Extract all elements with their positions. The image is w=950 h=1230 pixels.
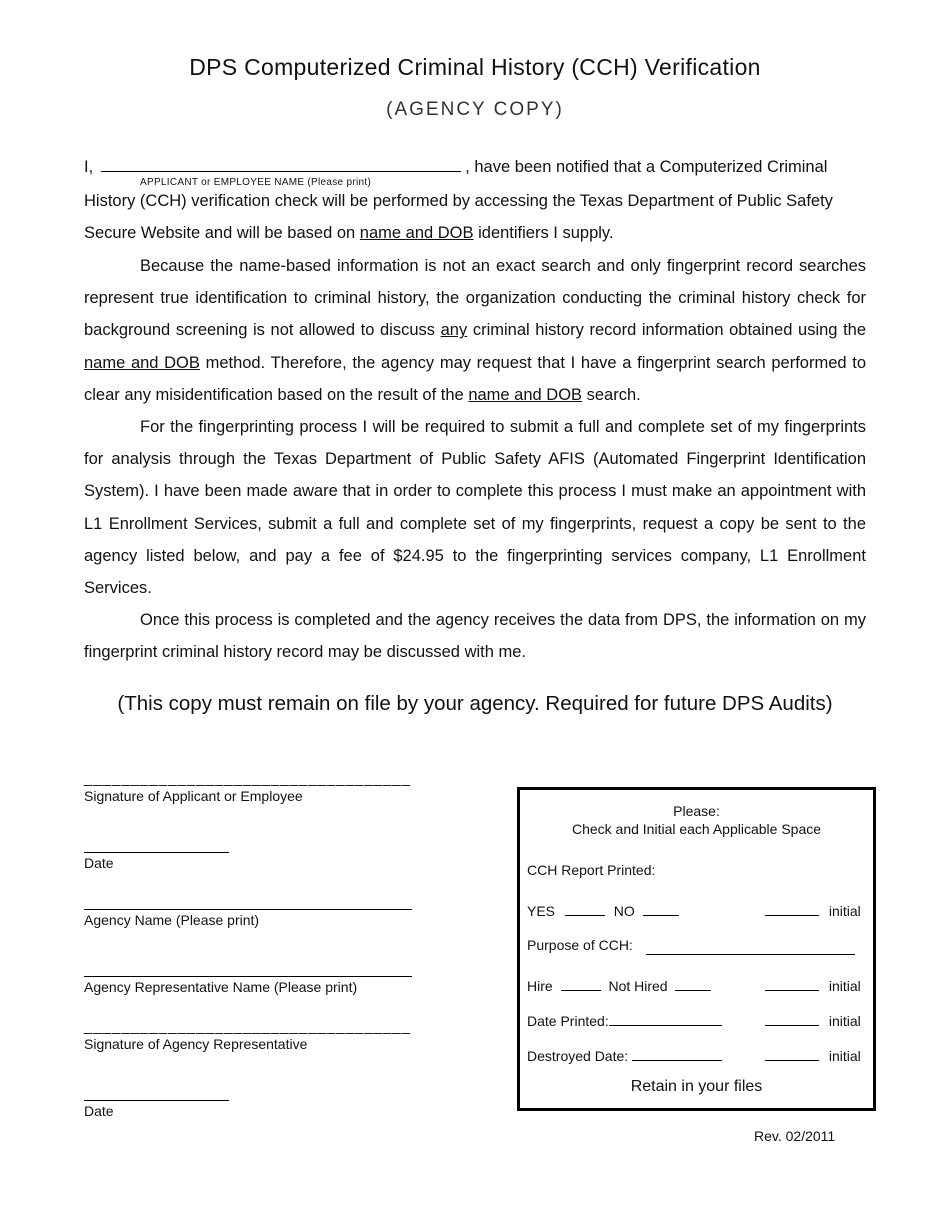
yes-field[interactable] (565, 901, 605, 916)
report-initial-field[interactable] (765, 901, 819, 916)
report-printed-row (527, 901, 863, 919)
destroyed-initial-label: initial (828, 1048, 861, 1064)
not-hired-field[interactable] (675, 976, 711, 991)
intro-after-name: , have been notified that a Computerized Criminal (465, 158, 828, 176)
date-printed-label: Date Printed: (527, 1013, 609, 1029)
date-printed-field[interactable] (609, 1011, 722, 1026)
date-printed-row (527, 1011, 863, 1029)
intro-underlined-name-dob: name and DOB (359, 224, 474, 243)
applicant-name-caption: APPLICANT or EMPLOYEE NAME (Please print) (140, 177, 372, 188)
agency-rep-name-label: Agency Representative Name (Please print) (84, 979, 358, 995)
agency-name-label: Agency Name (Please print) (84, 912, 260, 928)
para2-underline-name-dob-2: name and DOB (468, 385, 583, 404)
applicant-signature-label: Signature of Applicant or Employee (84, 788, 303, 804)
not-hired-label: Not Hired (608, 978, 668, 994)
agency-rep-signature-label: Signature of Agency Representative (84, 1036, 308, 1052)
purpose-label: Purpose of CCH: (527, 937, 633, 953)
paragraph-fingerprinting: For the fingerprinting process I will be required to submit a full and complete set of my fingerprints for analysis through the Texas Department of Public Safety AFIS (Automated Fingerprint Identification System). I have been made aware that in order to complete this process I must make an appointment with L1 Enrollment Services, submit a full and complete set of my fingerprints, request a copy be sent to the agency listed below, and pay a fee of $24.95 to the fingerprinting services company, L1 Enrollment Services. (84, 418, 866, 598)
purpose-row (527, 937, 863, 953)
hire-label: Hire (527, 978, 553, 994)
agency-rep-name-line[interactable] (84, 976, 412, 977)
hire-field[interactable] (561, 976, 601, 991)
destroyed-date-label: Destroyed Date: (527, 1048, 629, 1064)
agency-rep-signature-line[interactable]: ___________________________________ (84, 1018, 411, 1035)
date-printed-initial-label: initial (828, 1013, 861, 1029)
destroyed-initial-field[interactable] (765, 1046, 819, 1061)
paragraph-once-completed: Once this process is completed and the agency receives the data from DPS, the information on my fingerprint criminal history record may be discussed with me. (84, 611, 866, 662)
intro-line-2: History (CCH) verification check will be performed by accessing the Texas Department of Public Safety (84, 192, 833, 210)
page-subtitle: (AGENCY COPY) (386, 99, 564, 120)
para2-underline-name-dob-1: name and DOB (84, 353, 200, 372)
box-instruction: Check and Initial each Applicable Space (571, 821, 822, 837)
destroyed-date-row (527, 1046, 863, 1064)
audit-notice: (This copy must remain on file by your agency. Required for future DPS Audits) (117, 692, 833, 715)
para2-text-3: method. Therefore, the agency may request that I have a fingerprint search performed to clear any misidentification based on the result of the (84, 353, 866, 404)
destroyed-date-field[interactable] (632, 1046, 722, 1061)
date-line-1[interactable] (84, 852, 229, 853)
retain-note: Retain in your files (630, 1078, 763, 1095)
intro-line-3-before: Secure Website and will be based on (84, 224, 360, 243)
report-initial-label: initial (828, 903, 861, 919)
hire-initial-field[interactable] (765, 976, 819, 991)
intro-line-1 (84, 152, 866, 180)
hire-row (527, 976, 863, 994)
no-label: NO (613, 903, 635, 919)
para2-text-1: Because the name-based information is not an exact search and only fingerprint record searches represent true identification to criminal history, the organization conducting the criminal history check for background screening is not allowed to discuss (84, 257, 866, 340)
date-printed-initial-field[interactable] (765, 1011, 819, 1026)
checklist-box (517, 787, 876, 1111)
date-line-2[interactable] (84, 1100, 229, 1101)
para2-text-4: search. (582, 385, 641, 404)
applicant-name-field[interactable] (101, 152, 461, 172)
intro-line-3-after: identifiers I supply. (473, 224, 614, 243)
applicant-signature-line[interactable]: ___________________________________ (84, 770, 411, 787)
date-label-1: Date (84, 855, 114, 871)
intro-paragraph (84, 185, 866, 249)
agency-name-line[interactable] (84, 909, 412, 910)
yes-label: YES (527, 903, 556, 919)
purpose-field[interactable] (646, 940, 855, 955)
hire-initial-label: initial (828, 978, 861, 994)
date-label-2: Date (84, 1103, 114, 1119)
intro-lead: I, (84, 158, 94, 176)
no-field[interactable] (643, 901, 679, 916)
box-please: Please: (673, 803, 720, 819)
para2-text-2: criminal history record information obtained using the (467, 321, 867, 340)
paragraph-name-based (84, 250, 866, 411)
page-title: DPS Computerized Criminal History (CCH) Verification (189, 54, 761, 80)
para2-underline-any: any (440, 321, 468, 340)
revision-label: Rev. 02/2011 (754, 1128, 836, 1144)
report-printed-label: CCH Report Printed: (527, 862, 656, 878)
